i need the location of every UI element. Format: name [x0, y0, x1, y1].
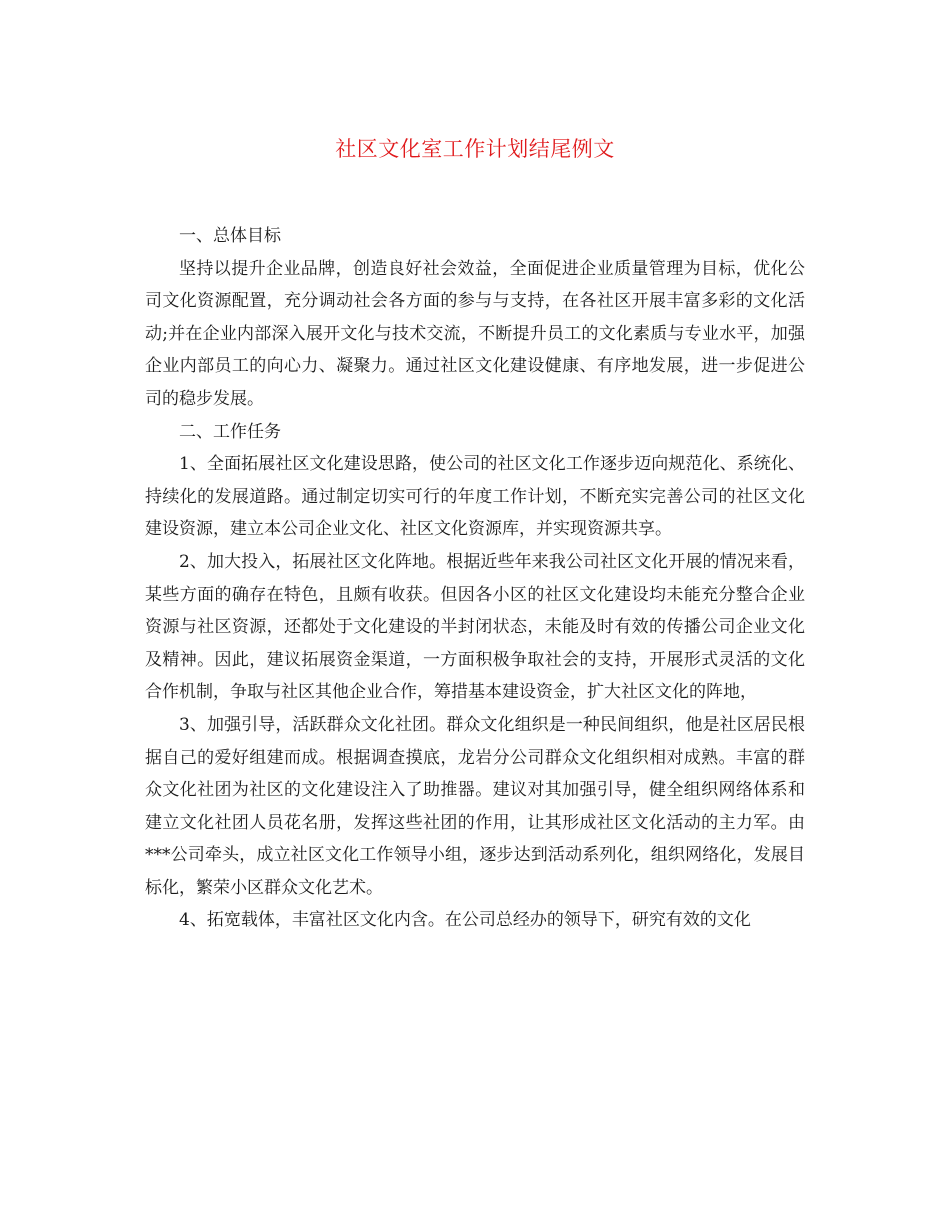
paragraph-task-3: 3、加强引导，活跃群众文化社团。群众文化组织是一种民间组织，他是社区居民根据自己的爱好组建而成。根据调查摸底，龙岩分公司群众文化组织相对成熟。丰富的群众文化社团为社区的文化建设注入了助推器。建议对其加强引导，健全组织网络体系和建立文化社团人员花名册，发挥这些社团的作用，让其形成社区文化活动的主力军。由***公司牵头，成立社区文化工作领导小组，逐步达到活动系列化，组织网络化，发展目标化，繁荣小区群众文化艺术。 — [145, 714, 805, 898]
paragraph-task-4: 4、拓宽载体，丰富社区文化内含。在公司总经办的领导下，研究有效的文化 — [179, 910, 751, 931]
paragraph-task-1: 1、全面拓展社区文化建设思路，使公司的社区文化工作逐步迈向规范化、系统化、持续化的发展道路。通过制定切实可行的年度工作计划，不断充实完善公司的社区文化建设资源，建立本公司企业文化、社区文化资源库，并实现资源共享。 — [145, 454, 805, 540]
section-heading-goals: 一、总体目标 — [179, 226, 281, 246]
section-heading-tasks: 二、工作任务 — [179, 421, 281, 442]
document-title: 社区文化室工作计划结尾例文 — [335, 137, 615, 161]
document-body — [145, 220, 805, 937]
paragraph-task-2: 2、加大投入，拓展社区文化阵地。根据近些年来我公司社区文化开展的情况来看，某些方面的确存在特色，且颇有收获。但因各小区的社区文化建设均未能充分整合企业资源与社区资源，还都处于文化建设的半封闭状态，未能及时有效的传播公司企业文化及精神。因此，建议拓展资金渠道，一方面积极争取社会的支持，开展形式灵活的文化合作机制，争取与社区其他企业合作，筹措基本建设资金，扩大社区文化的阵地， — [145, 551, 805, 703]
paragraph-goals: 坚持以提升企业品牌，创造良好社会效益，全面促进企业质量管理为目标，优化公司文化资源配置，充分调动社会各方面的参与与支持，在各社区开展丰富多彩的文化活动;并在企业内部深入展开文化与技术交流，不断提升员工的文化素质与专业水平，加强企业内部员工的向心力、凝聚力。通过社区文化建设健康、有序地发展，进一步促进公司的稳步发展。 — [145, 258, 805, 409]
